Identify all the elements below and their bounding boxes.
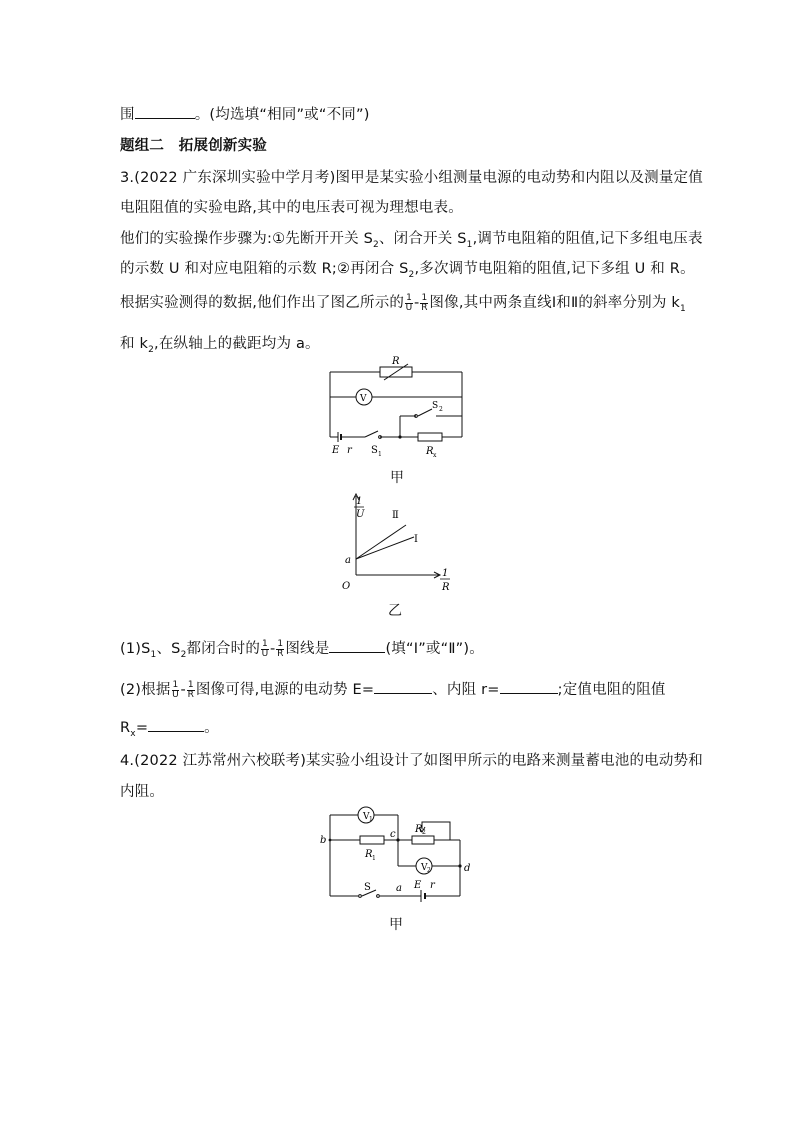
label-R2-sub: 2 (422, 829, 426, 836)
text: 他们的实验操作步骤为:①先断开开关 S (120, 231, 373, 247)
x-axis-num: 1 (442, 568, 449, 579)
node-d: d (464, 863, 471, 874)
text: 图线是 (285, 641, 330, 657)
label-E: E (332, 445, 340, 456)
label-R1: R (365, 849, 373, 860)
question-3-line-6 (120, 334, 320, 360)
answer-blank[interactable] (329, 638, 385, 653)
subscript: 2 (408, 269, 415, 280)
text: 和 k (120, 336, 149, 352)
line-II (356, 525, 406, 559)
graph-figure-2 (336, 490, 456, 602)
y-axis-num: 1 (356, 496, 363, 507)
text: 的示数 U 和对应电阻箱的示数 R;②再闭合 S (120, 261, 409, 277)
label-E: E (414, 880, 422, 891)
label-r: r (347, 445, 352, 456)
text: R (120, 720, 131, 736)
label-Rx-sub: x (433, 452, 437, 459)
figure-caption: 甲 (389, 917, 403, 933)
answer-blank[interactable] (500, 679, 558, 694)
text: 、闭合开关 S (378, 231, 467, 247)
label-S1-sub: 1 (378, 451, 382, 458)
text: ,在纵轴上的截距均为 a。 (154, 336, 320, 352)
subscript: 2 (373, 239, 379, 250)
text: 都闭合时的 (186, 641, 261, 657)
text: 。(均选填“相同”或“不同”) (194, 107, 370, 123)
text: ;定值电阻的阻值 (557, 682, 666, 698)
answer-blank[interactable] (374, 679, 432, 694)
part-2 (120, 679, 666, 700)
voltmeter-1-sub: 1 (369, 816, 373, 823)
line-I-label: Ⅰ (414, 534, 418, 545)
question-3-line-1: 3.(2022 广东深圳实验中学月考)图甲是某实验小组测量电源的电动势和内阻以及测量定值 (120, 170, 703, 186)
subscript: x (130, 728, 136, 739)
label-R: R (392, 356, 400, 367)
fraction-1u-1r: $\frac{1}{U}$ - $\frac{1}{R}$ (405, 292, 428, 313)
text-line-1 (120, 104, 370, 125)
question-3-line-5 (120, 293, 686, 319)
circuit-figure-1 (320, 352, 480, 462)
label-Rx: R (426, 446, 434, 457)
label-R2: R (415, 824, 423, 835)
label-S: S (364, 882, 371, 893)
text: 根据实验测得的数据,他们作出了图乙所示的 (120, 295, 405, 311)
text: 、内阻 r= (432, 682, 500, 698)
text: 图像,其中两条直线Ⅰ和Ⅱ的斜率分别为 k (429, 295, 680, 311)
label-R1-sub: 1 (372, 855, 376, 862)
question-4-line-2: 内阻。 (120, 784, 165, 800)
question-4-line-1: 4.(2022 江苏常州六校联考)某实验小组设计了如图甲所示的电路来测量蓄电池的电动势和 (120, 753, 703, 769)
fraction-1u-1r: $\frac{1}{U}$ - $\frac{1}{R}$ (261, 638, 284, 659)
node-c: c (390, 829, 396, 840)
circuit-figure-3 (318, 798, 478, 910)
text: 围 (120, 107, 135, 123)
intercept-label: a (345, 555, 351, 566)
text: = (135, 720, 149, 736)
question-3-line-4 (120, 259, 695, 285)
section-title: 题组二 拓展创新实验 (120, 138, 267, 154)
voltmeter-2-label: V (421, 863, 428, 873)
answer-blank[interactable] (135, 104, 195, 119)
origin-label: O (342, 581, 351, 592)
part-2-cont (120, 717, 219, 744)
text: (填“Ⅰ”或“Ⅱ”)。 (385, 641, 484, 657)
text: ,调节电阻箱的阻值,记下多组电压表 (472, 231, 703, 247)
figure-caption: 甲 (390, 470, 404, 486)
text: ,多次调节电阻箱的阻值,记下多组 U 和 R。 (414, 261, 695, 277)
line-II-label: Ⅱ (392, 510, 399, 521)
answer-blank[interactable] (148, 717, 204, 732)
label-r: r (430, 880, 435, 891)
voltmeter-1-label: V (363, 812, 370, 822)
node-b: b (320, 835, 327, 846)
question-3-line-3 (120, 229, 703, 255)
figure-caption: 乙 (388, 603, 402, 619)
voltmeter-label: V (360, 394, 367, 404)
voltmeter-2-sub: 2 (427, 867, 431, 874)
label-S2-sub: 2 (439, 406, 443, 413)
question-3-line-2: 电阻阻值的实验电路,其中的电压表可视为理想电表。 (120, 200, 463, 216)
y-axis-den: U (356, 509, 365, 520)
node-a: a (396, 883, 402, 894)
text: 图像可得,电源的电动势 E= (195, 682, 375, 698)
label-S1: S (371, 445, 378, 456)
text: (1)S (120, 641, 151, 657)
fraction-1u-1r: $\frac{1}{U}$ - $\frac{1}{R}$ (172, 679, 195, 700)
text: 、S (156, 641, 181, 657)
subscript: 2 (180, 649, 187, 660)
subscript: 1 (679, 303, 686, 314)
text: 。 (204, 720, 219, 736)
label-S2: S (432, 401, 439, 411)
subscript: 1 (466, 239, 473, 250)
subscript: 2 (148, 344, 155, 355)
subscript: 1 (150, 649, 157, 660)
part-1 (120, 638, 484, 665)
x-axis-den: R (442, 582, 450, 593)
text: (2)根据 (120, 682, 171, 698)
line-I (356, 537, 414, 559)
